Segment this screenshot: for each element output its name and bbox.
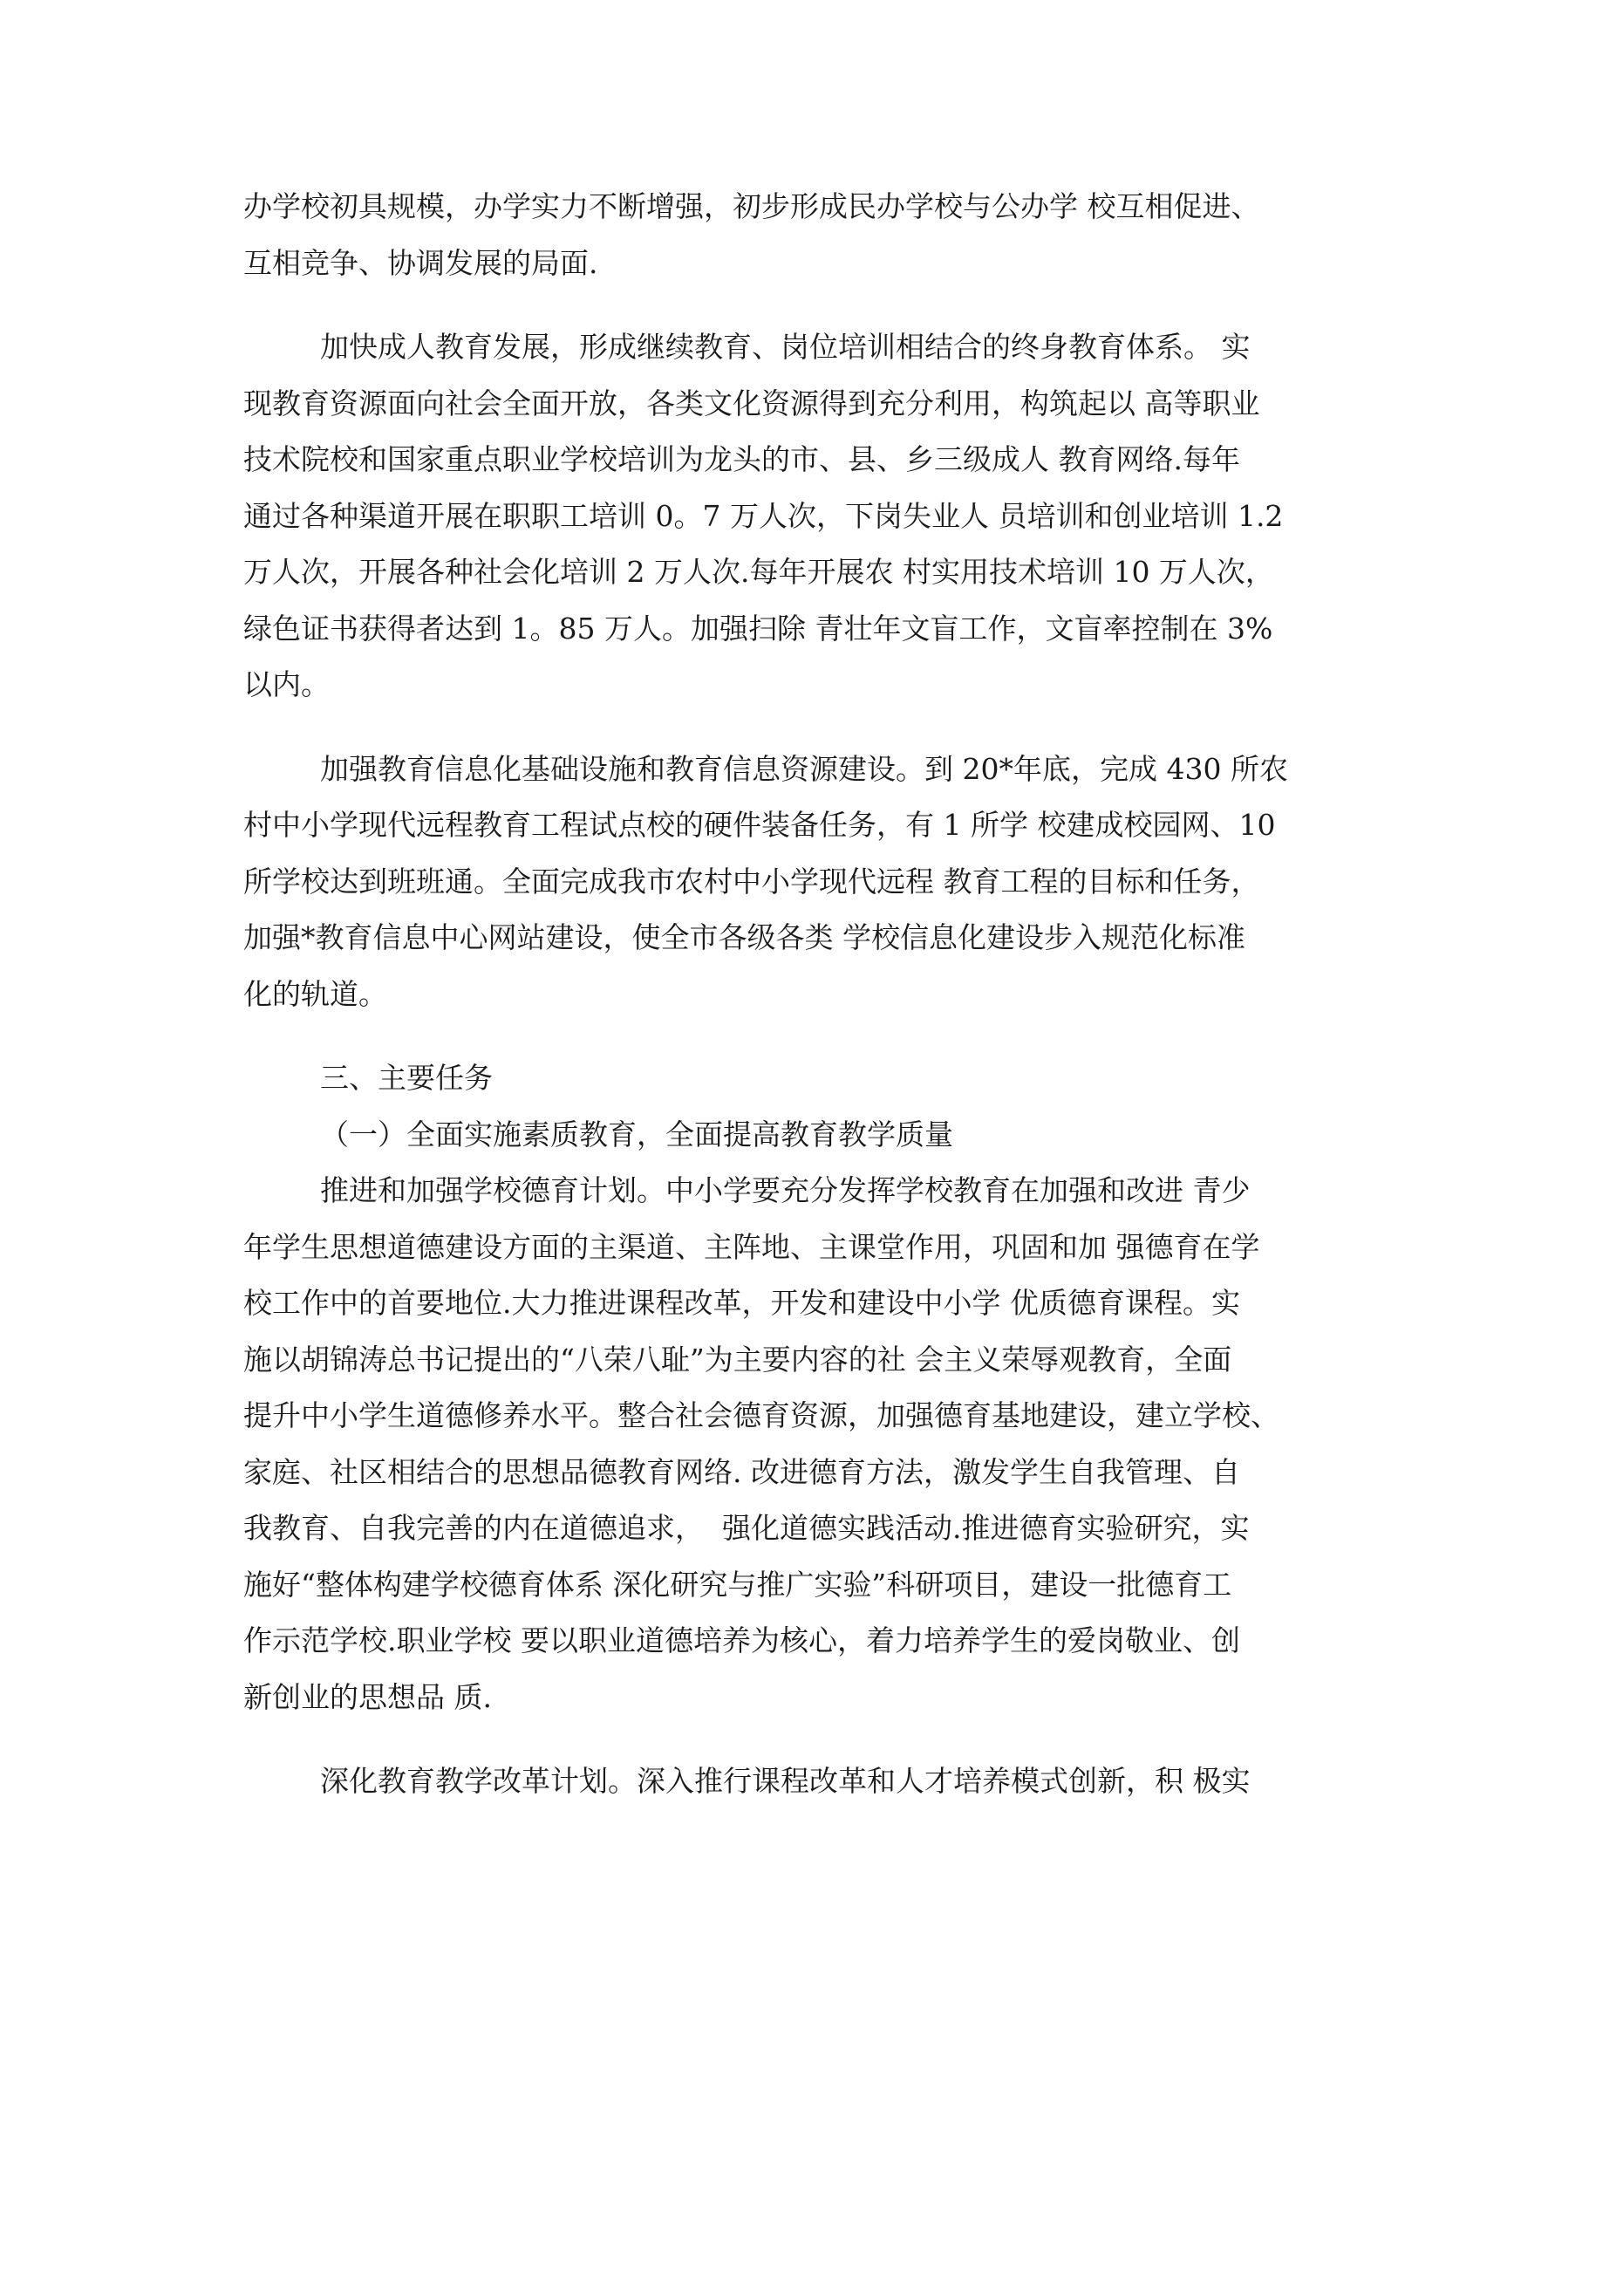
- text-line: 校工作中的首要地位.大力推进课程改革，开发和建设中小学 优质德育课程。实: [243, 1286, 1240, 1320]
- text-line: 加强教育信息化基础设施和教育信息资源建设。到 20*年底，完成 430 所农: [320, 751, 1288, 786]
- text-line: 施以胡锦涛总书记提出的“八荣八耻”为主要内容的社 会主义荣辱观教育，全面: [243, 1342, 1232, 1377]
- text-line: 互相竞争、协调发展的局面.: [243, 245, 598, 280]
- text-line: 年学生思想道德建设方面的主渠道、主阵地、主课堂作用，巩固和加 强德育在学: [243, 1229, 1260, 1264]
- text-line: 施好“整体构建学校德育体系 深化研究与推广实验”科研项目，建设一批德育工: [243, 1567, 1232, 1602]
- text-line: 新创业的思想品 质.: [243, 1679, 492, 1714]
- paragraph: [243, 1163, 1393, 1725]
- text-line: 深化教育教学改革计划。深入推行课程改革和人才培养模式创新，积 极实: [320, 1764, 1251, 1798]
- text-line: 提升中小学生道德修养水平。整合社会德育资源，加强德育基地建设，建立学校、: [243, 1398, 1279, 1432]
- text-line: 我教育、自我完善的内在道德追求， 强化道德实践活动.推进德育实验研究，实: [243, 1511, 1250, 1545]
- paragraph: [243, 179, 1393, 291]
- text-line: 推进和加强学校德育计划。中小学要充分发挥学校教育在加强和改进 青少: [320, 1173, 1251, 1207]
- text-line: 作示范学校.职业学校 要以职业道德培养为核心，着力培养学生的爱岗敬业、创: [243, 1623, 1240, 1657]
- text-line: 通过各种渠道开展在职职工培训 0。7 万人次，下岗失业人 员培训和创业培训 1.2: [243, 498, 1284, 533]
- text-line: 办学校初具规模，办学实力不断增强，初步形成民办学校与公办学 校互相促进、: [243, 189, 1260, 223]
- text-line: 现教育资源面向社会全面开放，各类文化资源得到充分利用，构筑起以 高等职业: [243, 386, 1260, 420]
- document-body: [243, 179, 1393, 1810]
- text-line: 技术院校和国家重点职业学校培训为龙头的市、县、乡三级成人 教育网络.每年: [243, 442, 1240, 476]
- text-line: 家庭、社区相结合的思想品德教育网络. 改进德育方法，激发学生自我管理、自: [243, 1454, 1240, 1489]
- paragraph: [243, 319, 1393, 714]
- text-line: 加快成人教育发展，形成继续教育、岗位培训相结合的终身教育体系。 实: [320, 330, 1251, 364]
- section-heading: 三、主要任务: [320, 1061, 493, 1095]
- paragraph: [243, 1753, 1393, 1810]
- text-line: 绿色证书获得者达到 1。85 万人。加强扫除 青壮年文盲工作，文盲率控制在 3%: [243, 611, 1273, 646]
- subsection-heading: （一）全面实施素质教育，全面提高教育教学质量: [320, 1117, 953, 1151]
- text-line: 万人次，开展各种社会化培训 2 万人次.每年开展农 村实用技术培训 10 万人次，: [243, 555, 1274, 589]
- text-line: 所学校达到班班通。全面完成我市农村中小学现代远程 教育工程的目标和任务，: [243, 864, 1260, 899]
- text-line: 化的轨道。: [243, 976, 387, 1011]
- paragraph: [243, 741, 1393, 1023]
- text-line: 以内。: [243, 667, 330, 701]
- text-line: 加强*教育信息中心网站建设，使全市各级各类 学校信息化建设步入规范化标准: [243, 920, 1245, 954]
- text-line: 村中小学现代远程教育工程试点校的硬件装备任务，有 1 所学 校建成校园网、10: [243, 808, 1276, 842]
